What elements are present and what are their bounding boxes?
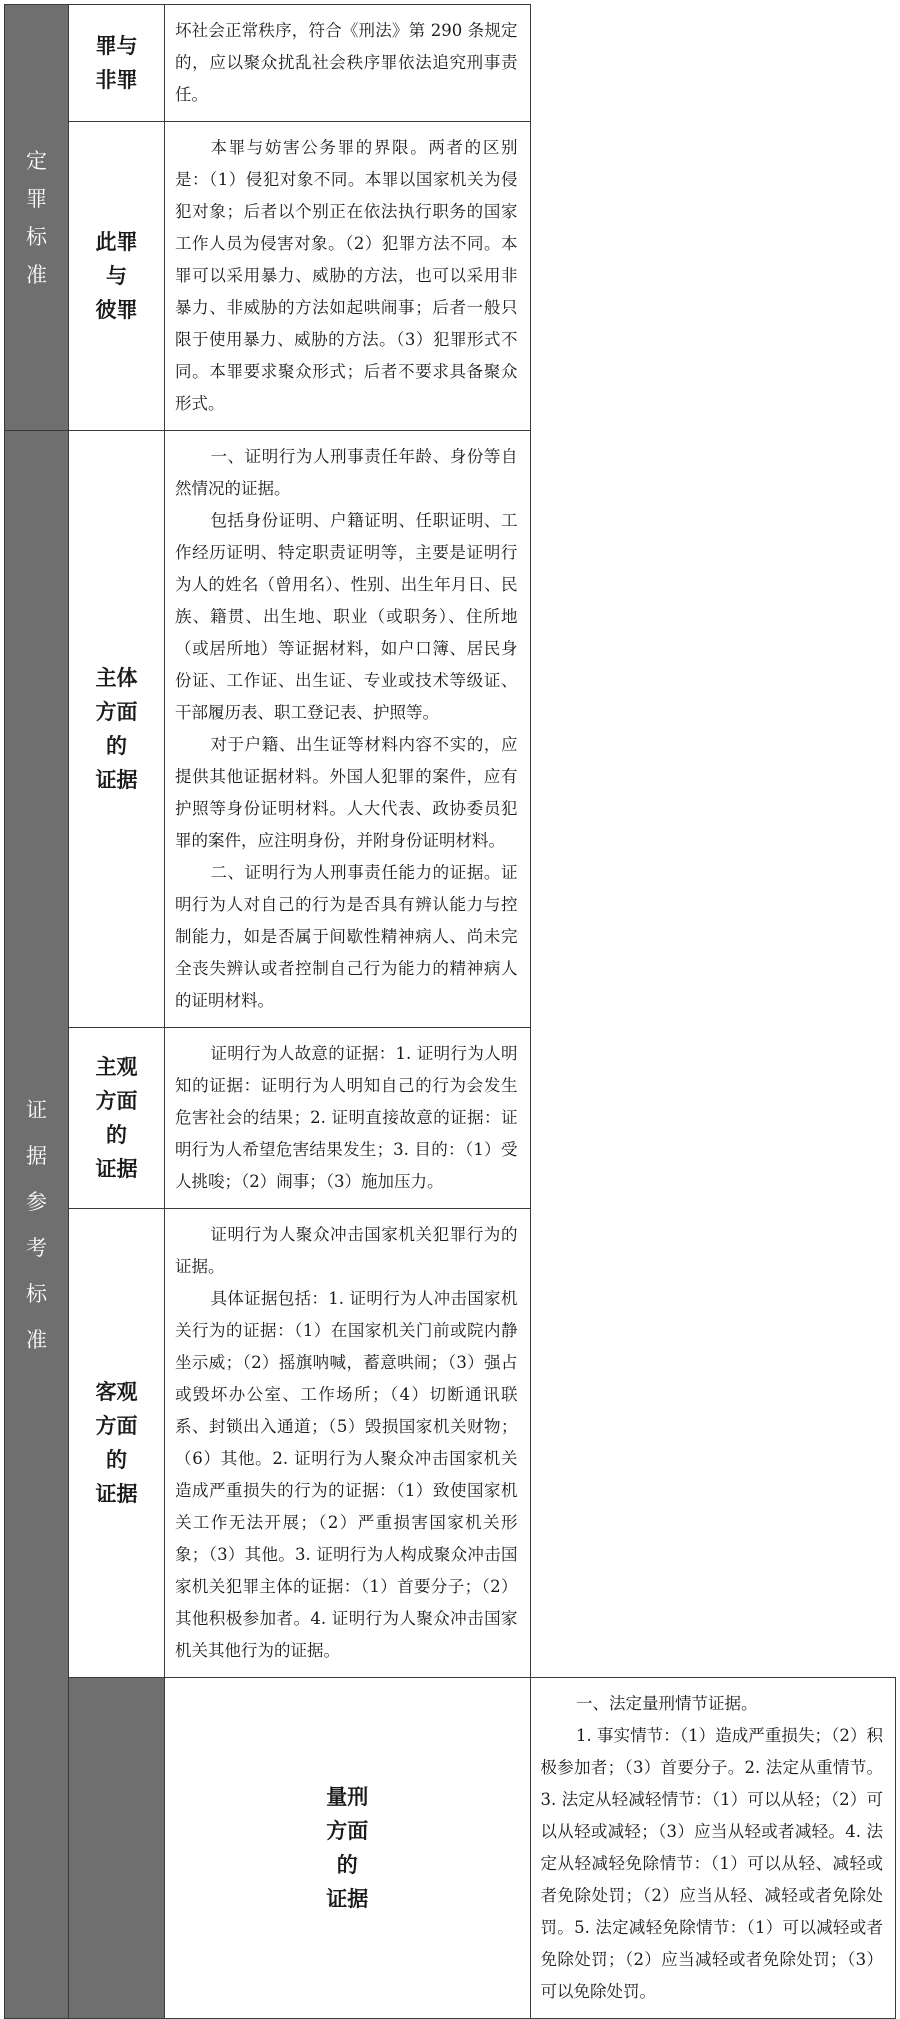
row-label-sentencing-evidence: 量刑 方面 的 证据	[165, 1678, 531, 2019]
section-title: 证 据 参 考 标 准	[26, 1097, 47, 1352]
section-blank	[69, 1678, 165, 2019]
row-label-this-vs-other: 此罪 与 彼罪	[69, 122, 165, 431]
paragraph: 本罪与妨害公务罪的界限。两者的区别是：（1）侵犯对象不同。本罪以国家机关为侵犯对象；后者以个别正在依法执行职务的国家工作人员为侵害对象。（2）犯罪方法不同。本罪可以采用暴力、威胁的方法，也可以采用非暴力、非威胁的方法如起哄闹事；后者一般只限于使用暴力、威胁的方法。（3）犯罪形式不同。本罪要求聚众形式；后者不要求具备聚众形式。	[175, 138, 518, 413]
paragraph: 证明行为人故意的证据：1. 证明行为人明知的证据：证明行为人明知自己的行为会发生危害社会的结果；2. 证明直接故意的证据：证明行为人希望危害结果发生；3. 目的：（1）受人挑唆；（2）闹事；（3）施加压力。	[175, 1044, 518, 1191]
paragraph: 二、证明行为人刑事责任能力的证据。证明行为人对自己的行为是否具有辨认能力与控制能力，如是否属于间歇性精神病人、尚未完全丧失辨认或者控制自己行为能力的精神病人的证明材料。	[175, 863, 518, 1010]
row-content-subject-evidence	[165, 431, 531, 1028]
paragraph: 坏社会正常秩序，符合《刑法》第 290 条规定的，应以聚众扰乱社会秩序罪依法追究刑事责任。	[175, 21, 518, 104]
paragraph: 一、证明行为人刑事责任年龄、身份等自然情况的证据。	[175, 447, 518, 498]
paragraph: 包括身份证明、户籍证明、任职证明、工作经历证明、特定职责证明等，主要是证明行为人的姓名（曾用名）、性别、出生年月日、民族、籍贯、出生地、职业（或职务）、住所地（或居所地）等证据材料，如户口簿、居民身份证、工作证、出生证、专业或技术等级证、干部履历表、职工登记表、护照等。	[175, 511, 518, 722]
row-label-objective-evidence: 客观 方面 的 证据	[69, 1209, 165, 1678]
row-label-subjective-evidence: 主观 方面 的 证据	[69, 1028, 165, 1209]
section-evidence-standard	[5, 431, 69, 2019]
row-content-sentencing-evidence	[530, 1678, 896, 2019]
table-row	[5, 1678, 896, 2019]
paragraph: 一、法定量刑情节证据。	[575, 1694, 758, 1713]
row-label-crime-or-not: 罪与 非罪	[69, 5, 165, 122]
row-content-objective-evidence	[165, 1209, 531, 1678]
table-row	[5, 431, 896, 1028]
criteria-table	[4, 4, 896, 2019]
table-row	[5, 1028, 896, 1209]
row-content-crime-or-not	[165, 5, 531, 122]
table-row	[5, 5, 896, 122]
table-row	[5, 122, 896, 431]
row-content-this-vs-other	[165, 122, 531, 431]
section-conviction-standard	[5, 5, 69, 431]
paragraph: 对于户籍、出生证等材料内容不实的，应提供其他证据材料。外国人犯罪的案件，应有护照等身份证明材料。人大代表、政协委员犯罪的案件，应注明身份，并附身份证明材料。	[175, 735, 518, 850]
paragraph: 证明行为人聚众冲击国家机关犯罪行为的证据。	[175, 1225, 518, 1276]
table-row	[5, 1209, 896, 1678]
row-content-subjective-evidence	[165, 1028, 531, 1209]
paragraph: 1. 事实情节：（1）造成严重损失；（2）积极参加者；（3）首要分子。2. 法定从重情节。3. 法定从轻减轻情节：（1）可以从轻；（2）可以从轻或减轻；（3）应当从轻或者减轻。4. 法定从轻减轻免除情节：（1）可以从轻、减轻或者免除处罚；（2）应当从轻、减轻或者免除处罚。5. 法定减轻免除情节：（1）可以减轻或者免除处罚；（2）应当减轻或者免除处罚；（3）可以免除处罚。	[540, 1726, 883, 2001]
section-title: 定 罪 标 准	[26, 148, 47, 287]
paragraph: 具体证据包括：1. 证明行为人冲击国家机关行为的证据：（1）在国家机关门前或院内静坐示威；（2）摇旗呐喊，蓄意哄闹；（3）强占或毁坏办公室、工作场所；（4）切断通讯联系、封锁出入通道；（5）毁损国家机关财物；（6）其他。2. 证明行为人聚众冲击国家机关造成严重损失的行为的证据：（1）致使国家机关工作无法开展；（2）严重损害国家机关形象；（3）其他。3. 证明行为人构成聚众冲击国家机关犯罪主体的证据：（1）首要分子；（2）其他积极参加者。4. 证明行为人聚众冲击国家机关其他行为的证据。	[175, 1289, 518, 1660]
row-label-subject-evidence: 主体 方面 的 证据	[69, 431, 165, 1028]
